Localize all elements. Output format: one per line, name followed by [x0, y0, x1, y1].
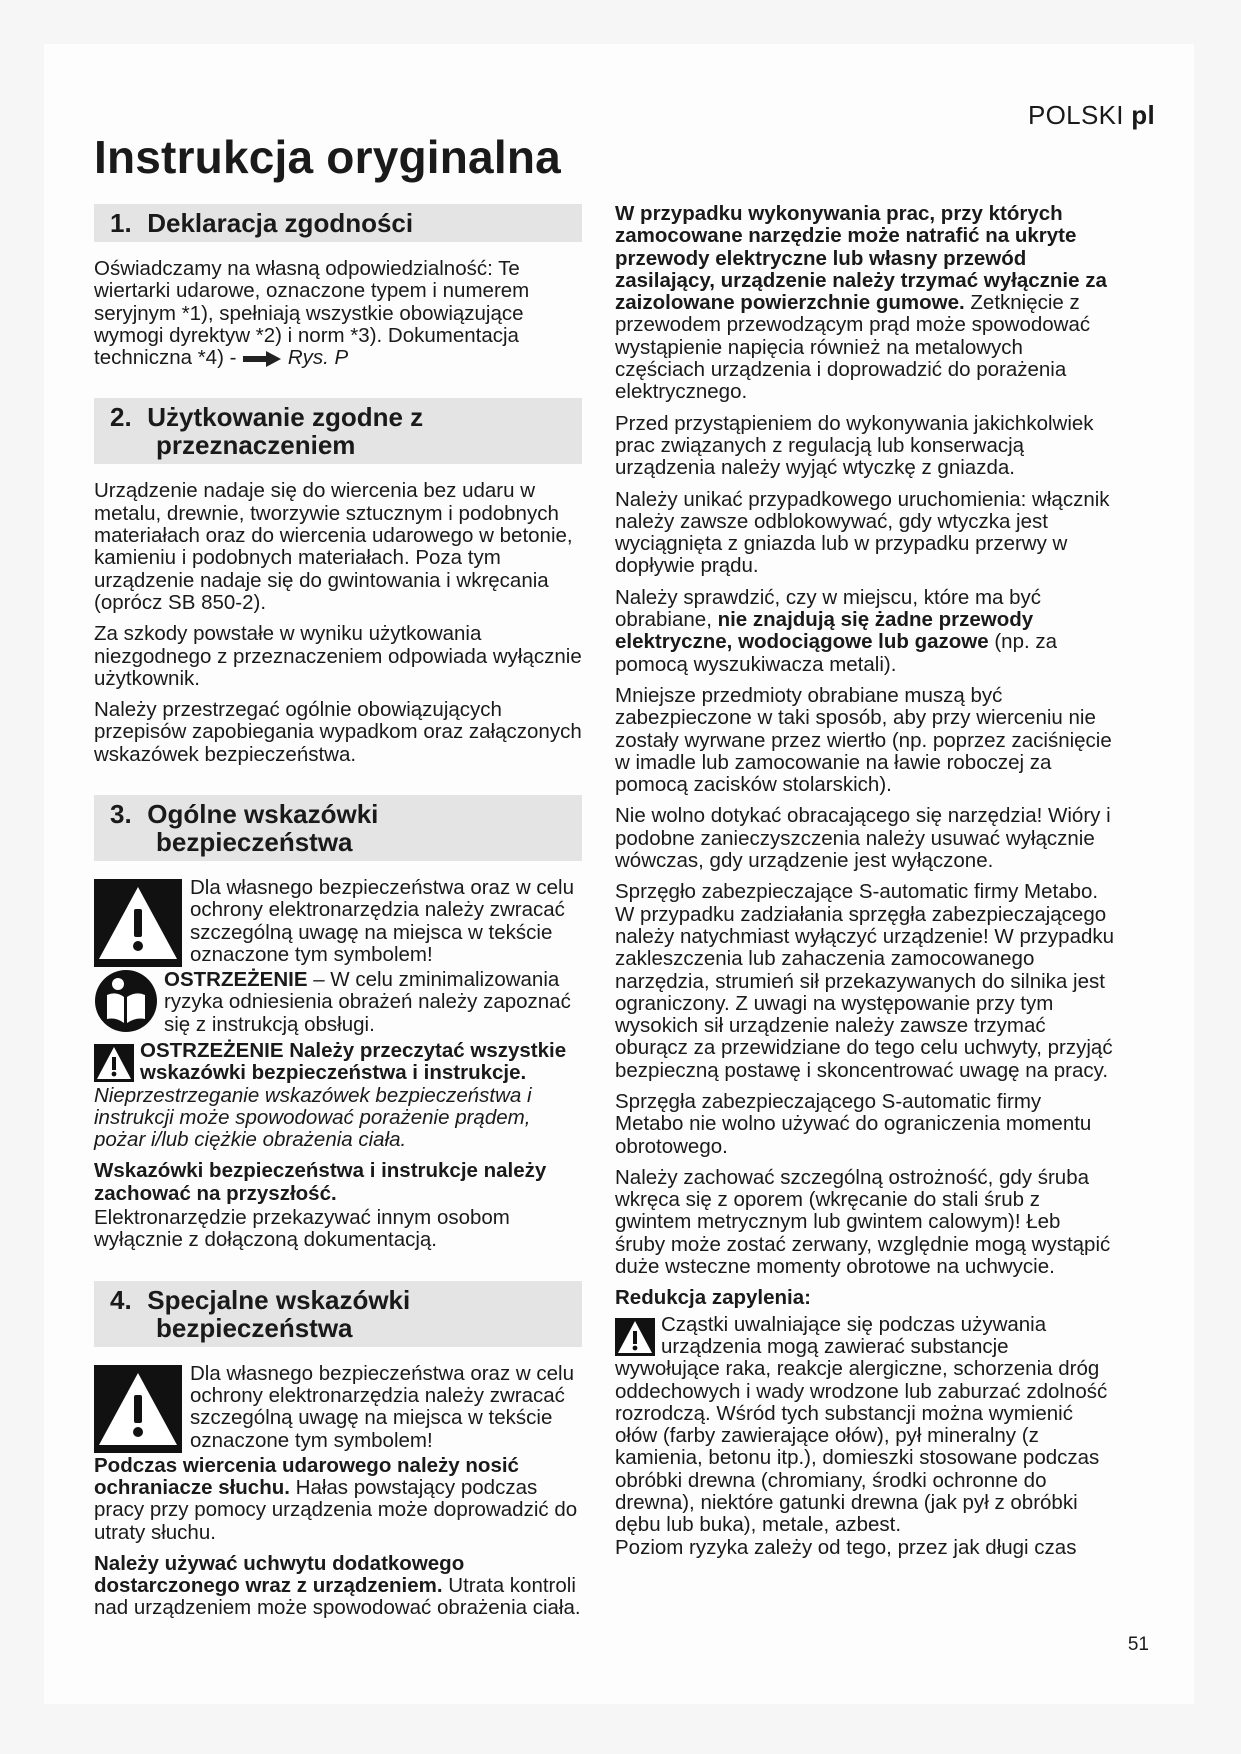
read-instructions-warning: OSTRZEŻENIE Należy przeczytać wszystkie wskazówki bezpieczeństwa i instrukcje. Nieprzestrzeganie wskazówek bezpieczeństwa i instrukcji może spowodować porażenie prądem, pożar i/lub ciężkie obrażenia ciała. — [94, 1038, 567, 1152]
warning-small-icon — [615, 1318, 655, 1356]
unplug-text: Przed przystąpieniem do wykonywania jakichkolwiek prac związanych z regulacją lub konserwacją urządzenia należy wyjąć wtyczkę z gniazda. — [615, 411, 1094, 480]
rotating-tool-text: Nie wolno dotykać obracającego się narzędzia! Wióry i podobne zanieczyszczenia należy usuwać wyłącznie wówczas, gdy urządzenie jest wyłączone. — [615, 804, 1111, 873]
risk-level-text: Poziom ryzyka zależy od tego, przez jak długi czas — [615, 1535, 1077, 1559]
page-title: Instrukcja oryginalna — [94, 131, 561, 183]
clutch-text: Sprzęgło zabezpieczające S-automatic firmy Metabo. W przypadku zadziałania sprzęgła zabezpieczającego należy natychmiast wyłączyć urządzenie! W przypadku zakleszczenia lub zahaczenia zamocowanego narzędzia, strumień sił przekazywanych do silnika jest ograniczony. Z uwagi na występowanie przy tym wysokich sił urządzenie należy zawsze trzymać oburącz za przewidziane do tego celu uchwyty, przyjąć bezpieczną postawę i skoncentrować uwagę na pracy. — [615, 880, 1115, 1082]
right-column — [615, 203, 1115, 1568]
warning-symbol-note — [94, 877, 582, 967]
arrow-right-icon — [242, 350, 282, 368]
accidental-start-text: Należy unikać przypadkowego uruchomienia: włącznik należy zawsze odblokowywać, gdy wtyczka jest wyciągnięta z gniazda lub w przypadku przerwy w dopływie prądu. — [615, 487, 1110, 578]
warning-symbol-text: Dla własnego bezpieczeństwa oraz w celu ochrony elektronarzędzia należy zwracać szczególną uwagę na miejsca w tekście oznaczone tym symbolem! — [190, 876, 575, 966]
read-manual-note — [94, 969, 582, 1036]
warning-text: – W celu zminimalizowania ryzyka odniesienia obrażeń należy zapoznać się z instrukcją obsługi. — [164, 968, 571, 1036]
section-heading-1: 1. Deklaracja zgodności — [94, 204, 582, 242]
accident-prevention-text: Należy przestrzegać ogólnie obowiązujących przepisów zapobiegania wypadkom oraz załączonych wskazówek bezpieczeństwa. — [94, 698, 582, 766]
language-label: POLSKI pl — [1028, 100, 1155, 130]
liability-text: Za szkody powstałe w wyniku użytkowania niezgodnego z przeznaczeniem odpowiada wyłącznie użytkownik. — [94, 622, 582, 690]
hearing-protection-text: Podczas wiercenia udarowego należy nosić ochraniacze słuchu. Hałas powstający podczas pracy przy pomocy urządzenia może doprowadzić do utraty słuchu. — [94, 1453, 578, 1544]
warning-triangle-icon — [94, 1365, 182, 1453]
warning-label: OSTRZEŻENIE — [164, 968, 308, 992]
warning-small-icon — [94, 1044, 134, 1082]
read-manual-icon — [94, 969, 158, 1033]
warning-symbol-text-2: Dla własnego bezpieczeństwa oraz w celu ochrony elektronarzędzia należy zwracać szczególną uwagę na miejsca w tekście oznaczone tym symbolem! — [190, 1361, 575, 1452]
dust-heading: Redukcja zapylenia: — [615, 1286, 811, 1310]
intended-use-text: Urządzenie nadaje się do wiercenia bez udaru w metalu, drewnie, tworzywie sztucznym i podobnych materiałach oraz do wiercenia udarowego w betonie, kamieniu i podobnych materiałach. Poza tym urządzenie nadaje się do gwintowania i wkręcania (oprócz SB 850-2). — [94, 479, 573, 614]
auxiliary-handle-text: Należy używać uchwytu dodatkowego dostarczonego wraz z urządzeniem. Utrata kontroli nad urządzeniem może spowodować obrażenia ciała. — [94, 1551, 581, 1620]
section-heading-2: 2. Użytkowanie zgodne z przeznaczeniem — [94, 398, 582, 464]
secure-workpiece-text: Mniejsze przedmioty obrabiane muszą być zabezpieczone w taki sposób, aby przy wierceniu nie zostały wyrwane przez wiertło (np. poprzez zaciśnięcie w imadle lub zamocowanie na ławie roboczej za pomocą zacisków stolarskich). — [615, 683, 1112, 797]
declaration-text: Oświadczamy na własną odpowiedzialność: Te wiertarki udarowe, oznaczone typem i numerem seryjnym *1), spełniają wszystkie obowiązujące wymogi dyrektyw *2) i norm *3). Dokumentacja techniczna *4) - Rys. P — [94, 257, 530, 370]
warning-symbol-note-2 — [94, 1363, 582, 1453]
clutch-torque-text: Sprzęgła zabezpieczającego S-automatic firmy Metabo nie wolno używać do ograniczenia momentu obrotowego. — [615, 1089, 1092, 1158]
check-lines-text: Należy sprawdzić, czy w miejscu, które ma być obrabiane, nie znajdują się żadne przewody elektryczne, wodociągowe lub gazowe (np. za pomocą wyszukiwacza metali). — [615, 585, 1058, 676]
left-column — [94, 204, 582, 1629]
section-heading-3: 3. Ogólne wskazówki bezpieczeństwa — [94, 795, 582, 861]
section-heading-4: 4. Specjalne wskazówki bezpieczeństwa — [94, 1281, 582, 1347]
keep-instructions: Wskazówki bezpieczeństwa i instrukcje należy zachować na przyszłość. — [94, 1159, 547, 1205]
hidden-wires-warning: W przypadku wykonywania prac, przy których zamocowane narzędzie może natrafić na ukryte przewody elektryczne lub własny przewód zasilający, urządzenie należy trzymać wyłącznie za zaizolowane powierzchnie gumowe. Zetknięcie z przewodem przewodzącym prąd może spowodować wystąpienie napięcia również na metalowych częściach urządzenia i doprowadzić do porażenia elektrycznego. — [615, 202, 1107, 404]
dust-text: Cząstki uwalniające się podczas używania urządzenia mogą zawierać substancje wywołujące raka, reakcje alergiczne, schorzenia dróg oddechowych i wady wrodzone lub zaburzać zdolność rozrodczą. Wśród tych substancji można wymienić ołów (farby zawierające ołów), pył mineralny (z kamienia, betonu itp.), domieszki stosowane podczas obróbki drewna (chromiany, środki ochronne do drewna), niektóre gatunki drewna (jak pył z obróbki dębu lub buka), metale, azbest. — [615, 1312, 1108, 1537]
warning-triangle-icon — [94, 879, 182, 967]
page-number: 51 — [1127, 1634, 1149, 1655]
screw-caution-text: Należy zachować szczególną ostrożność, gdy śruba wkręca się z oporem (wkręcanie do stali śrub z gwintem metrycznym lub gwintem calowym)! Łeb śruby może zostać zerwany, względnie mogą wystąpić duże wsteczne momenty obrotowe na uchwycie. — [615, 1165, 1111, 1279]
hand-over-text: Elektronarzędzie przekazywać innym osobom wyłącznie z dołączoną dokumentacją. — [94, 1206, 510, 1252]
